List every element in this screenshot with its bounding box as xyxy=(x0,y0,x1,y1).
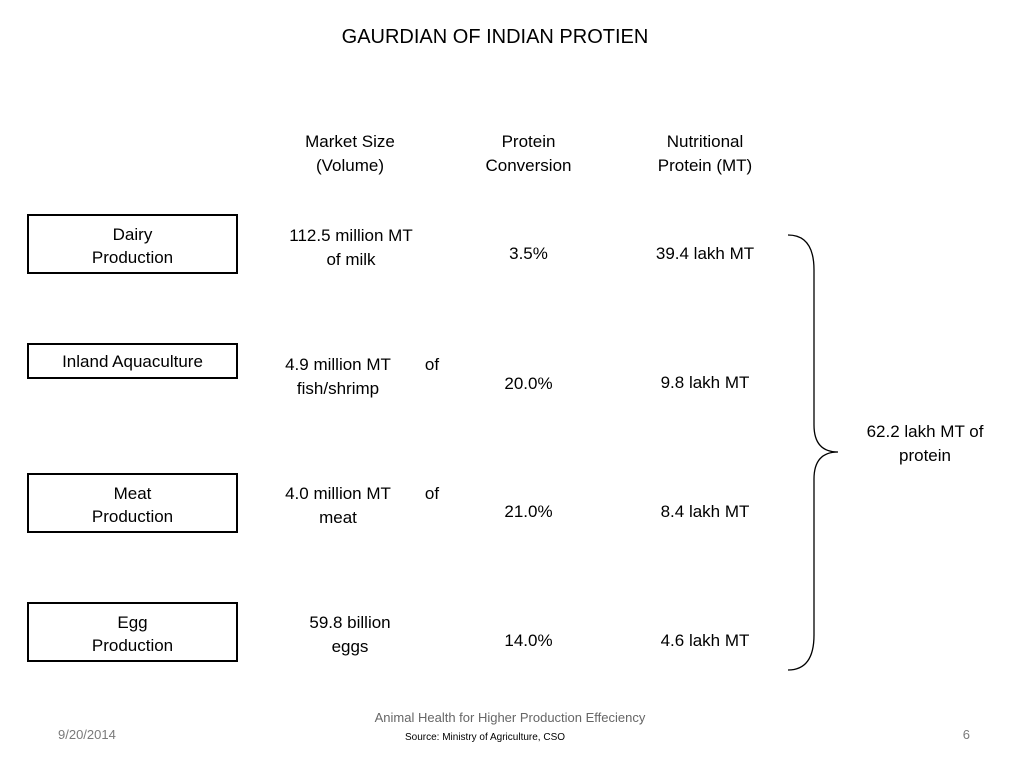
market-size-egg: 59.8 billion eggs xyxy=(309,613,391,656)
slide-title: GAURDIAN OF INDIAN PROTIEN xyxy=(341,26,649,48)
market-size-meat-of: of xyxy=(424,484,440,503)
conversion-egg: 14.0% xyxy=(504,631,553,650)
footer-title: Animal Health for Higher Production Effeciency xyxy=(374,710,646,725)
curly-brace xyxy=(780,230,850,675)
protein-aquaculture: 9.8 lakh MT xyxy=(660,373,750,392)
conversion-dairy: 3.5% xyxy=(509,244,548,263)
market-size-meat: 4.0 million MT meat xyxy=(285,484,391,527)
total-protein: 62.2 lakh MT of protein xyxy=(866,422,984,465)
protein-egg: 4.6 lakh MT xyxy=(660,631,750,650)
conversion-aquaculture: 20.0% xyxy=(504,374,553,393)
category-box-aquaculture: Inland Aquaculture xyxy=(27,343,238,379)
source-note: Source: Ministry of Agriculture, CSO xyxy=(404,732,566,743)
market-size-aquaculture: 4.9 million MT fish/shrimp xyxy=(285,355,391,398)
category-box-dairy: Dairy Production xyxy=(27,214,238,274)
page-number: 6 xyxy=(962,727,970,742)
market-size-dairy: 112.5 million MT of milk xyxy=(289,226,413,269)
header-market-size: Market Size (Volume) xyxy=(305,132,395,175)
market-size-aquaculture-of: of xyxy=(424,355,440,374)
header-protein-conversion: Protein Conversion xyxy=(485,132,572,175)
protein-dairy: 39.4 lakh MT xyxy=(655,244,755,263)
category-box-meat: Meat Production xyxy=(27,473,238,533)
header-nutritional-protein: Nutritional Protein (MT) xyxy=(657,132,753,175)
protein-meat: 8.4 lakh MT xyxy=(660,502,750,521)
slide-date: 9/20/2014 xyxy=(58,727,116,742)
category-box-egg: Egg Production xyxy=(27,602,238,662)
conversion-meat: 21.0% xyxy=(504,502,553,521)
